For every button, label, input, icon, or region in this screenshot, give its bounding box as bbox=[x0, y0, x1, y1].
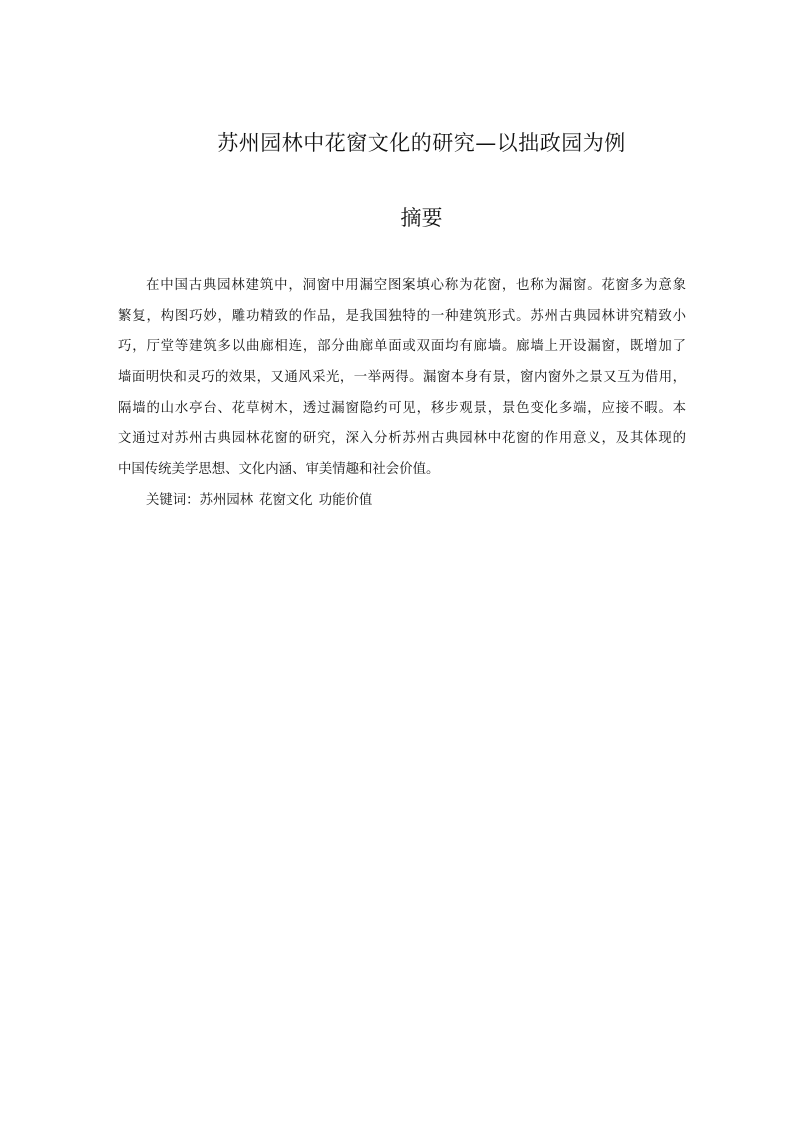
abstract-heading: 摘要 bbox=[400, 206, 443, 230]
keyword-item: 花窗文化 bbox=[259, 492, 313, 508]
abstract-line: 在中国古典园林建筑中，洞窗中用漏空图案填心称为花窗，也称为漏窗。花窗多为意象 bbox=[146, 278, 686, 293]
abstract-line: 墙面明快和灵巧的效果，又通风采光，一举两得。漏窗本身有景，窗内窗外之景又互为借用， bbox=[118, 370, 686, 386]
document-title: 苏州园林中花窗文化的研究—以拙政园为例 bbox=[217, 131, 626, 155]
abstract-line: 中国传统美学思想、文化内涵、审美情趣和社会价值。 bbox=[118, 462, 440, 478]
abstract-line: 繁复，构图巧妙，雕功精致的作品，是我国独特的一种建筑形式。苏州古典园林讲究精致小 bbox=[118, 308, 686, 324]
abstract-line: 文通过对苏州古典园林花窗的研究，深入分析苏州古典园林中花窗的作用意义，及其体现的 bbox=[118, 431, 686, 447]
abstract-line: 隔墙的山水亭台、花草树木，透过漏窗隐约可见，移步观景，景色变化多端，应接不暇。本 bbox=[118, 400, 686, 416]
keywords-label: 关键词： bbox=[146, 492, 200, 508]
keyword-item: 功能价值 bbox=[318, 492, 373, 508]
keyword-item: 苏州园林 bbox=[199, 492, 254, 508]
abstract-body bbox=[118, 274, 686, 512]
abstract-paragraph bbox=[118, 274, 686, 481]
abstract-line: 巧，厅堂等建筑多以曲廊相连，部分曲廊单面或双面均有廊墙。廊墙上开设漏窗，既增加了 bbox=[118, 339, 686, 355]
keywords-line bbox=[118, 489, 686, 512]
